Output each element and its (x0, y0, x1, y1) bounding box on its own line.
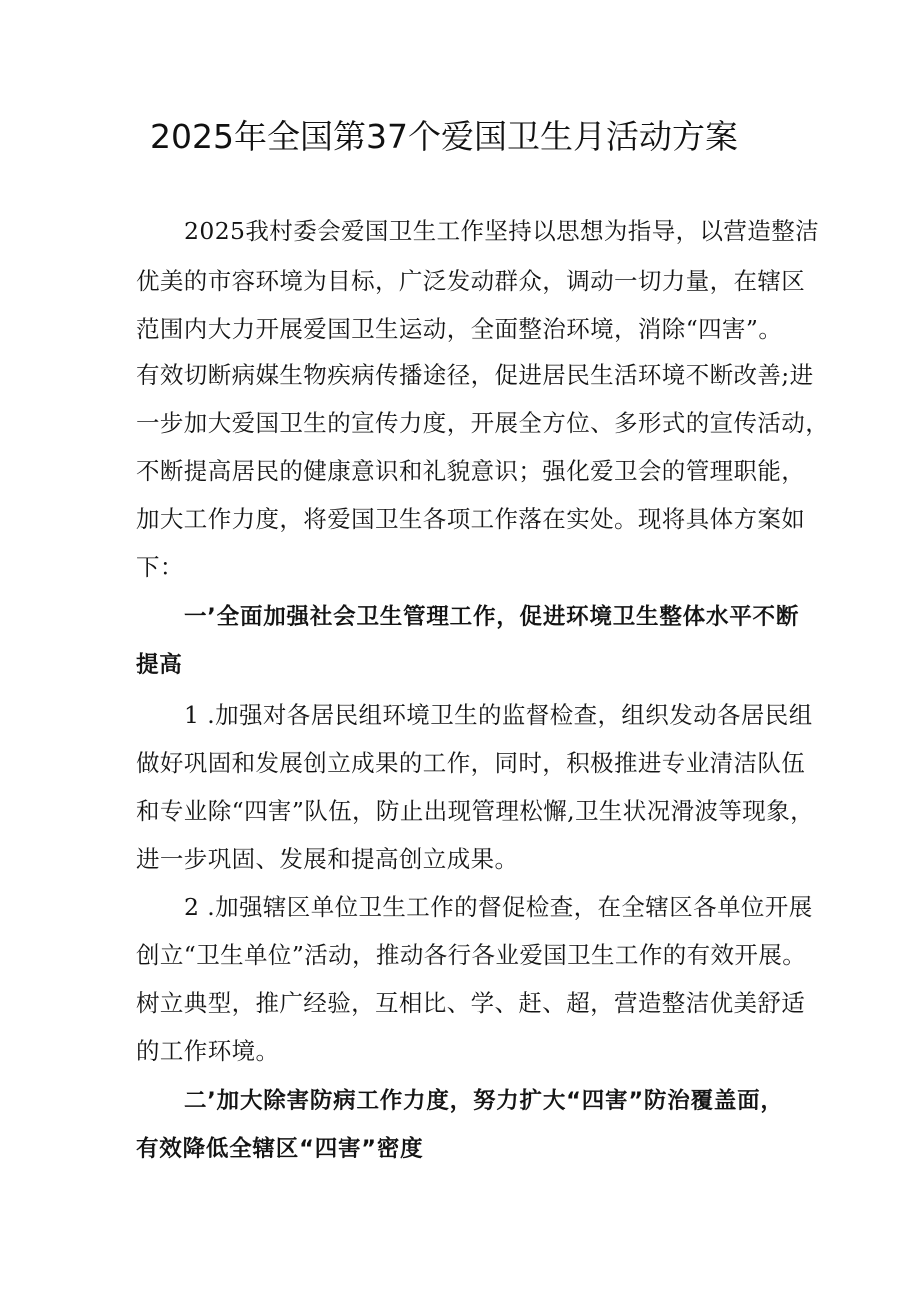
intro-line: 有效切断病媒生物疾病传播途径，促进居民生活环境不断改善;进 (136, 361, 814, 389)
section-heading-line: 一’全面加强社会卫生管理工作，促进环境卫生整体水平不断 (184, 604, 800, 630)
item-line: 创立“卫生单位”活动，推动各行各业爱国卫生工作的有效开展。 (136, 941, 807, 969)
item-line: 树立典型，推广经验，互相比、学、赶、超，营造整洁优美舒适 (136, 989, 806, 1017)
section-heading-line: 提高 (136, 652, 183, 678)
intro-line: 优美的市容环境为目标，广泛发动群众，调动一切力量，在辖区 (136, 267, 806, 295)
item-line: 2 .加强辖区单位卫生工作的督促检查，在全辖区各单位开展 (184, 893, 813, 921)
intro-line: 2025我村委会爱国卫生工作坚持以思想为指导，以营造整洁 (184, 217, 820, 245)
intro-line: 不断提高居民的健康意识和礼貌意识；强化爱卫会的管理职能， (136, 457, 806, 485)
intro-line: 加大工作力度，将爱国卫生各项工作落在实处。现将具体方案如 (136, 505, 806, 533)
item-line: 1 .加强对各居民组环境卫生的监督检查，组织发动各居民组 (184, 701, 813, 729)
item-line: 和专业除“四害”队伍，防止出现管理松懈,卫生状况滑波等现象， (136, 797, 814, 825)
item-line: 进一步巩固、发展和提高创立成果。 (136, 845, 519, 873)
intro-line: 下： (136, 553, 184, 581)
section-heading-line: 二’加大除害防病工作力度，努力扩大“四害”防治覆盖面， (184, 1088, 784, 1114)
section-heading-line: 有效降低全辖区“四害”密度 (136, 1136, 424, 1162)
item-line: 做好巩固和发展创立成果的工作，同时，积极推进专业清洁队伍 (136, 749, 806, 777)
item-line: 的工作环境。 (136, 1037, 280, 1065)
intro-line: 一步加大爱国卫生的宣传力度，开展全方位、多形式的宣传活动， (136, 409, 830, 437)
intro-line: 范围内大力开展爱国卫生运动，全面整治环境，消除“四害”。 (136, 315, 783, 343)
document-title: 2025年全国第37个爱国卫生月活动方案 (150, 117, 738, 156)
